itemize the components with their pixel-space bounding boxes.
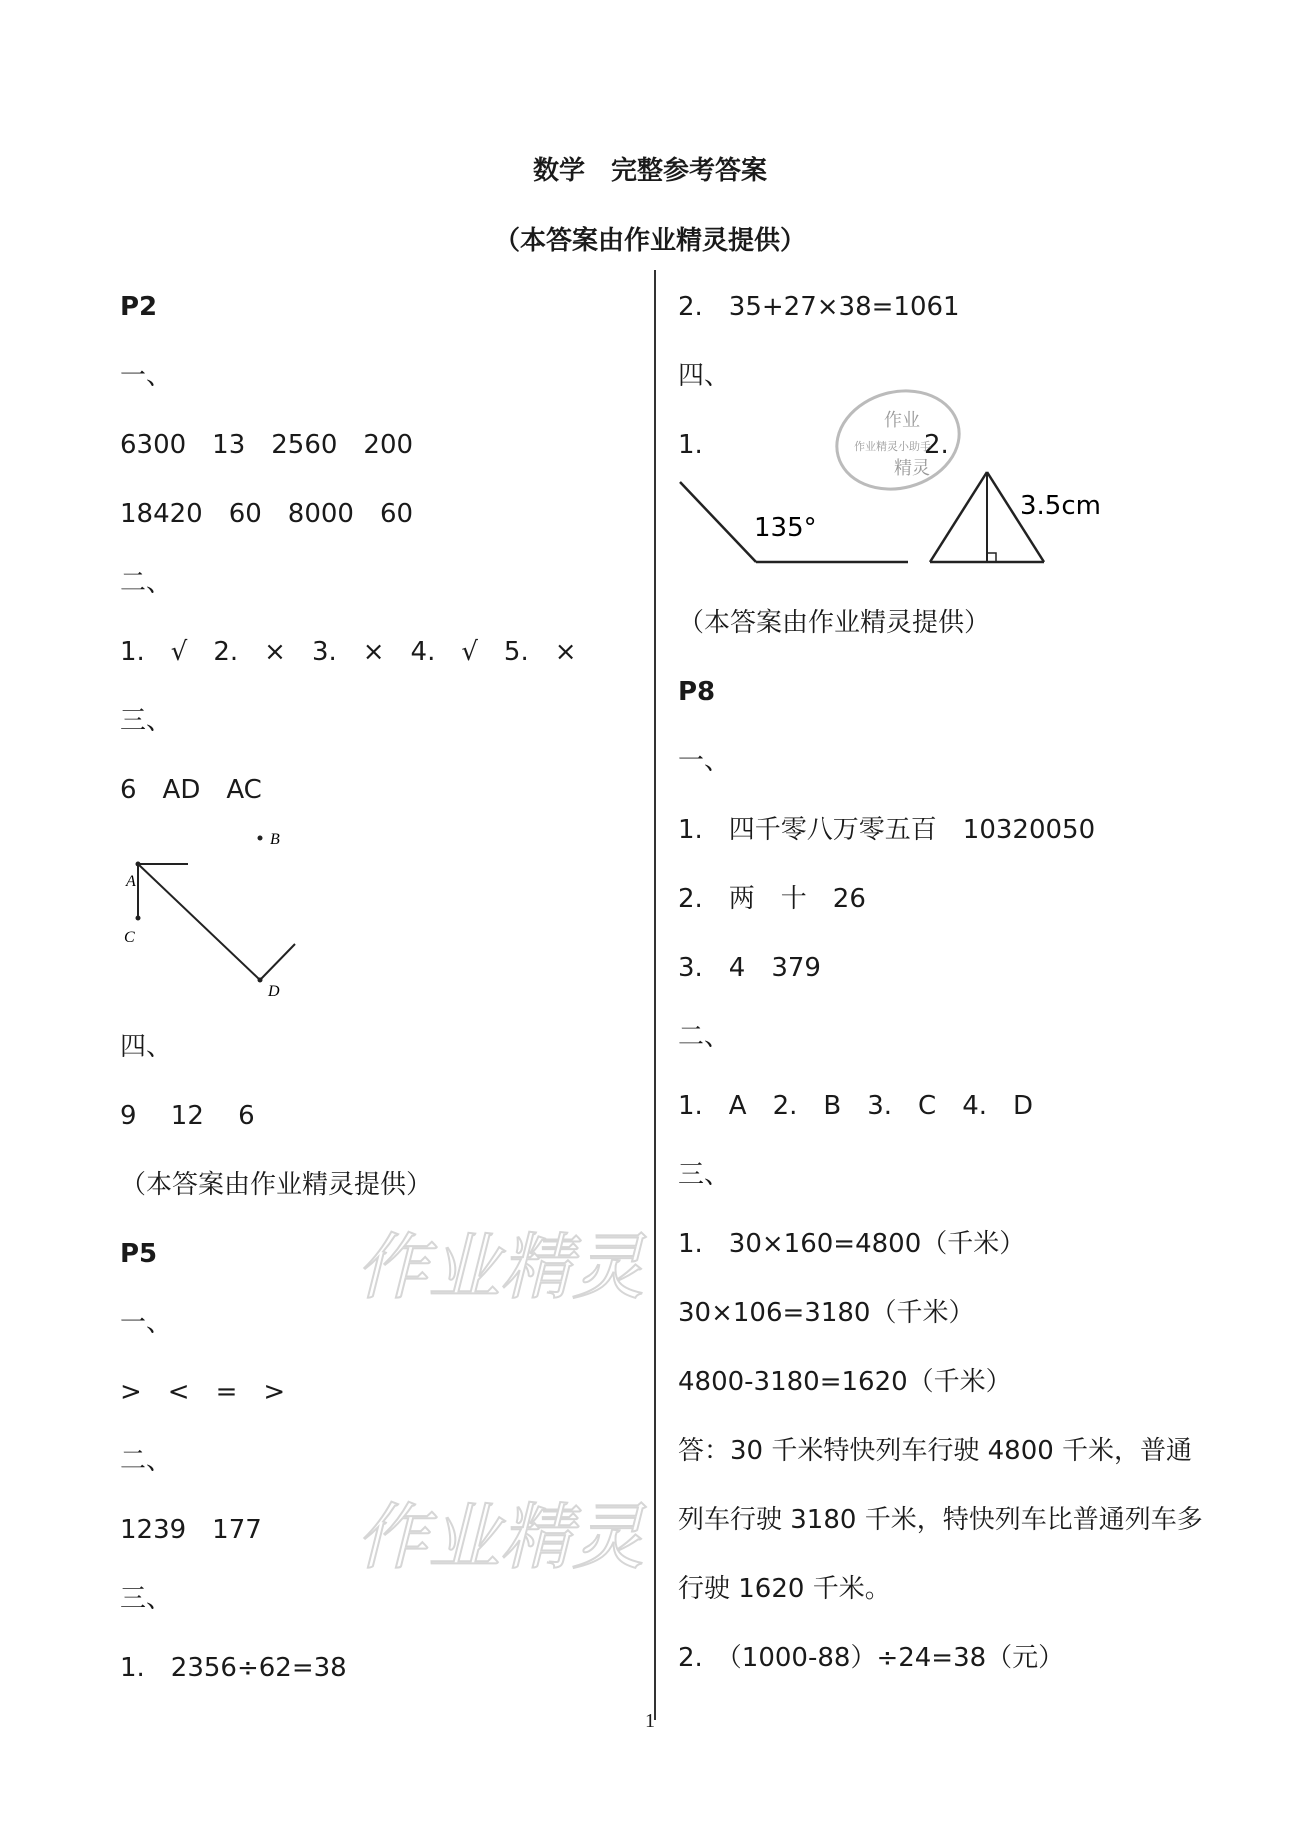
figure-2-number: 2. bbox=[924, 430, 949, 460]
answer-line: 1. √ 2. × 3. × 4. √ 5. × bbox=[120, 637, 577, 667]
answer-line: 30×106=3180（千米） bbox=[678, 1298, 975, 1328]
label-c: C bbox=[124, 929, 135, 946]
part-3-label: 三、 bbox=[678, 1160, 731, 1190]
page-number: 1 bbox=[645, 1710, 655, 1732]
label-b: B bbox=[270, 831, 280, 848]
part-1-label: 一、 bbox=[678, 746, 731, 776]
right-angle-mark bbox=[987, 553, 996, 562]
column-divider bbox=[654, 270, 656, 1720]
angle-arm-left bbox=[680, 482, 756, 562]
angle-label: 135° bbox=[754, 513, 817, 543]
point-line-figure bbox=[120, 826, 640, 1016]
answer-line: 1. A 2. B 3. C 4. D bbox=[678, 1091, 1034, 1121]
part-2-label: 二、 bbox=[120, 568, 173, 598]
segment-ad bbox=[138, 864, 260, 980]
stamp-bottom-text: 精灵 bbox=[894, 458, 930, 479]
point-a bbox=[136, 862, 141, 867]
watermark bbox=[352, 1470, 652, 1590]
answer-line: 行驶 1620 千米。 bbox=[678, 1574, 891, 1604]
point-line-diagram bbox=[120, 826, 300, 1006]
answer-line: 6300 13 2560 200 bbox=[120, 430, 414, 460]
answer-line: 1. 2356÷62=38 bbox=[120, 1653, 347, 1683]
stamp-middle-text: 作业精灵小助手 bbox=[854, 440, 931, 453]
watermark-text: 作业精灵 bbox=[356, 1495, 645, 1579]
part-2-label: 二、 bbox=[120, 1446, 173, 1476]
answer-line: 1. 四千零八万零五百 10320050 bbox=[678, 815, 1096, 845]
section-p2-heading: P2 bbox=[120, 292, 158, 322]
answer-line: 2. 35+27×38=1061 bbox=[678, 292, 960, 322]
figure-1-number: 1. bbox=[678, 430, 703, 460]
stamp-logo bbox=[828, 380, 968, 500]
part-2-label: 二、 bbox=[678, 1022, 731, 1052]
section-p8-heading: P8 bbox=[678, 677, 716, 707]
answer-line: 2. 两 十 26 bbox=[678, 884, 866, 914]
answer-line: 2. （1000-88）÷24=38（元） bbox=[678, 1643, 1065, 1673]
part-1-label: 一、 bbox=[120, 361, 173, 391]
answer-line: 1239 177 bbox=[120, 1515, 262, 1545]
watermark-text: 作业精灵 bbox=[356, 1225, 645, 1309]
part-3-label: 三、 bbox=[120, 706, 173, 736]
provider-note: （本答案由作业精灵提供） bbox=[120, 1170, 433, 1200]
point-d bbox=[258, 978, 263, 983]
provider-note: （本答案由作业精灵提供） bbox=[678, 608, 991, 638]
part-1-label: 一、 bbox=[120, 1308, 173, 1338]
answer-line: 6 AD AC bbox=[120, 775, 262, 805]
answer-line: 答：30 千米特快列车行驶 4800 千米，普通 bbox=[678, 1436, 1193, 1466]
section-p5-heading: P5 bbox=[120, 1239, 158, 1269]
part-3-label: 三、 bbox=[120, 1584, 173, 1614]
answer-line: 18420 60 8000 60 bbox=[120, 499, 414, 529]
point-c bbox=[136, 916, 141, 921]
answer-line: 3. 4 379 bbox=[678, 953, 821, 983]
height-label: 3.5cm bbox=[1020, 491, 1101, 521]
label-a: A bbox=[126, 873, 136, 890]
stamp-top-text: 作业 bbox=[884, 410, 920, 431]
label-d: D bbox=[268, 983, 280, 1000]
answer-line: 列车行驶 3180 千米，特快列车比普通列车多 bbox=[678, 1505, 1203, 1535]
answer-line: > < = > bbox=[120, 1377, 286, 1407]
page-subtitle: （本答案由作业精灵提供） bbox=[493, 226, 806, 256]
answer-line: 9 12 6 bbox=[120, 1101, 255, 1131]
answer-line: 4800-3180=1620（千米） bbox=[678, 1367, 1012, 1397]
part-4-label: 四、 bbox=[120, 1032, 173, 1062]
page-title: 数学 完整参考答案 bbox=[532, 156, 767, 186]
answer-line: 1. 30×160=4800（千米） bbox=[678, 1229, 1026, 1259]
watermark bbox=[352, 1200, 652, 1320]
point-b bbox=[258, 836, 263, 841]
ray-from-d bbox=[260, 944, 295, 980]
part-4-label: 四、 bbox=[678, 361, 731, 391]
